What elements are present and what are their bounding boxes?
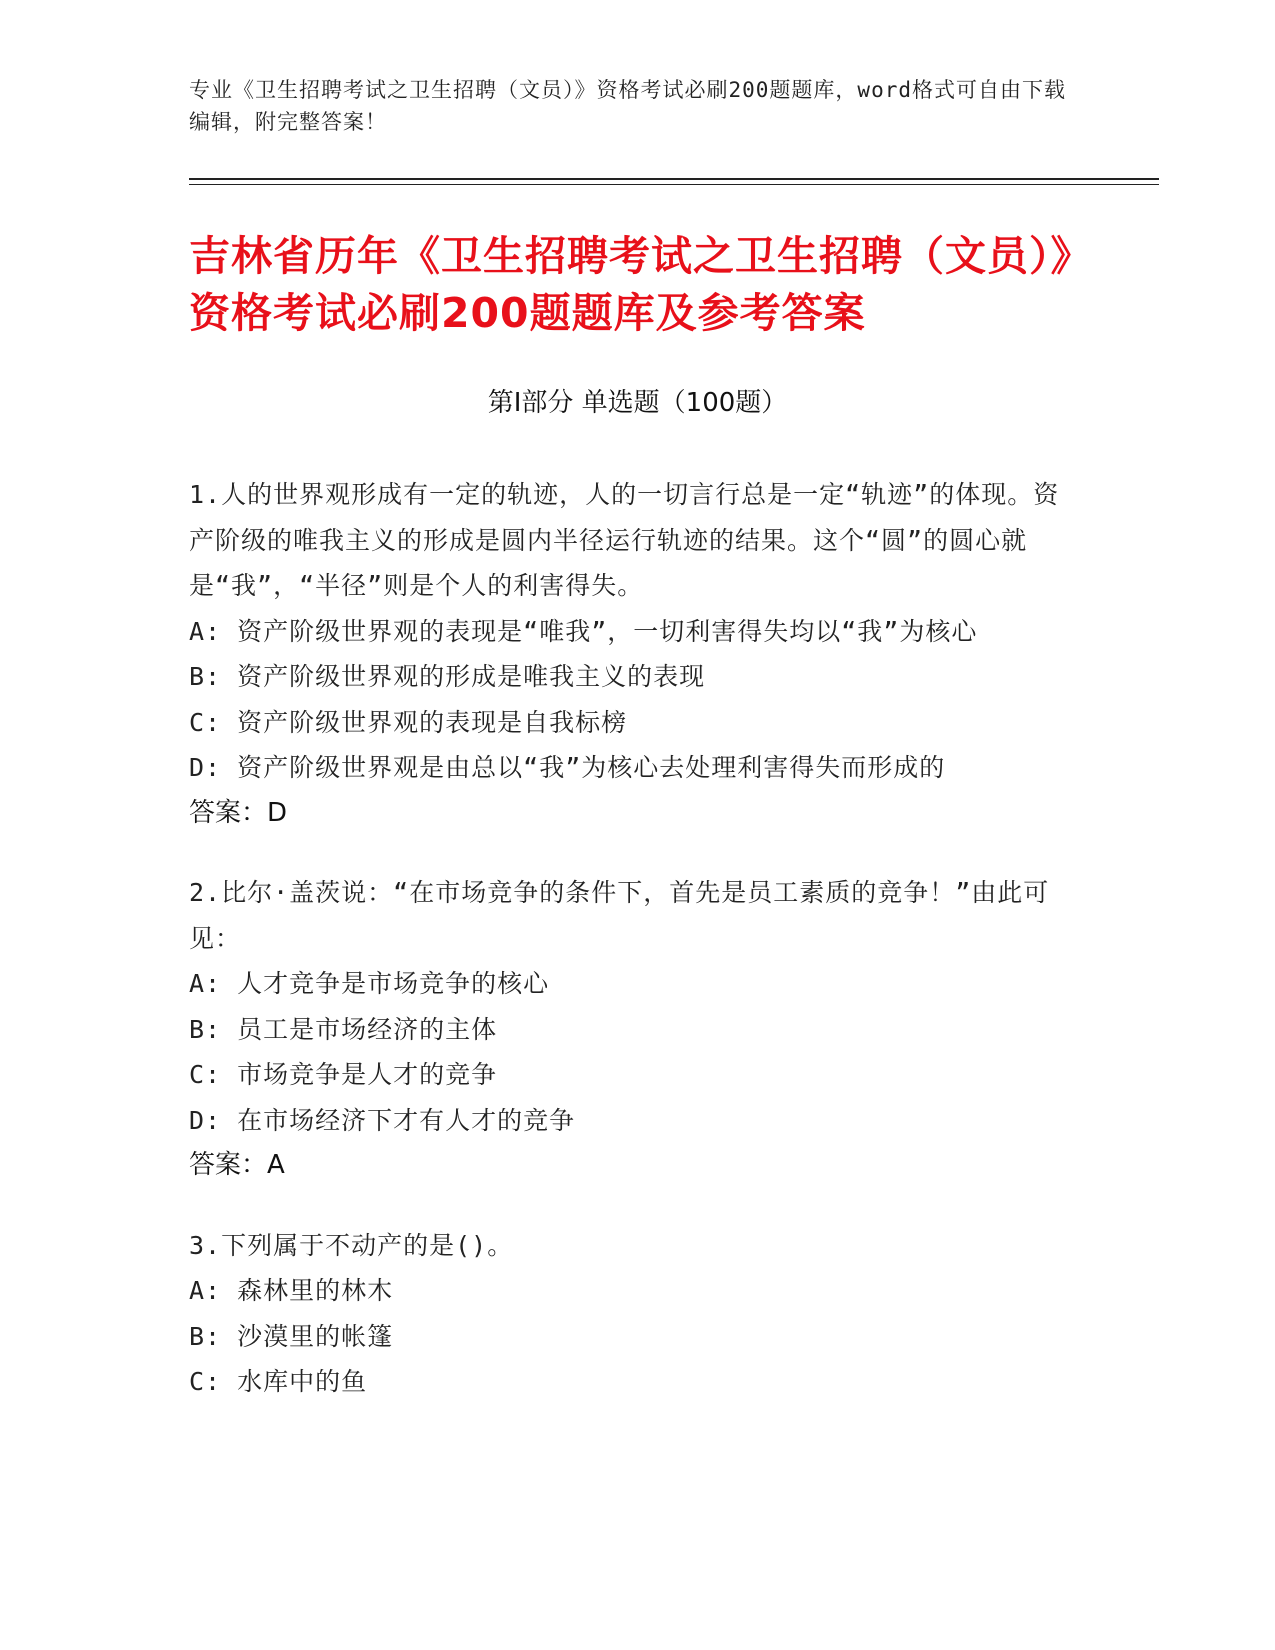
question-answer: 答案：A [189,1150,285,1180]
option-b: B: 沙漠里的帐篷 [189,1321,394,1351]
option-b: B: 资产阶级世界观的形成是唯我主义的表现 [189,662,706,691]
document-title: 吉林省历年《卫生招聘考试之卫生招聘（文员）》资格考试必刷200题题库及参考答案 [189,232,1072,337]
question-answer: 答案：D [189,797,288,828]
question-stem: 3.下列属于不动产的是()。 [189,1230,514,1260]
question-1 [189,472,1069,836]
question-list [189,472,1069,1439]
option-a: A: 资产阶级世界观的表现是“唯我”，一切利害得失均以“我”为核心 [189,616,978,646]
question-stem: 2.比尔·盖茨说：“在市场竞争的条件下，首先是员工素质的竞争！”由此可见： [189,878,1050,953]
header-divider-thick [189,178,1159,180]
question-stem: 1.人的世界观形成有一定的轨迹，人的一切言行总是一定“轨迹”的体现。资产阶级的唯我主义的形成是圆内半径运行轨迹的结果。这个“圆”的圆心就是“我”，“半径”则是个人的利害得失。 [189,480,1060,600]
section-heading: 第Ⅰ部分 单选题（100题） [487,388,788,418]
header-note: 专业《卫生招聘考试之卫生招聘（文员）》资格考试必刷200题题库，word格式可自由下载编辑，附完整答案！ [189,78,1066,134]
option-a: A: 森林里的林木 [189,1276,394,1305]
header-divider-thin [189,184,1159,185]
option-d: D: 资产阶级世界观是由总以“我”为核心去处理利害得失而形成的 [189,753,946,782]
option-a: A: 人才竞争是市场竞争的核心 [189,969,550,998]
option-c: C: 市场竞争是人才的竞争 [189,1060,498,1089]
option-c: C: 水库中的鱼 [189,1367,368,1396]
option-c: C: 资产阶级世界观的表现是自我标榜 [189,707,628,737]
question-2 [189,870,1069,1189]
option-b: B: 员工是市场经济的主体 [189,1014,498,1044]
question-3 [189,1223,1069,1405]
option-d: D: 在市场经济下才有人才的竞争 [189,1105,576,1135]
